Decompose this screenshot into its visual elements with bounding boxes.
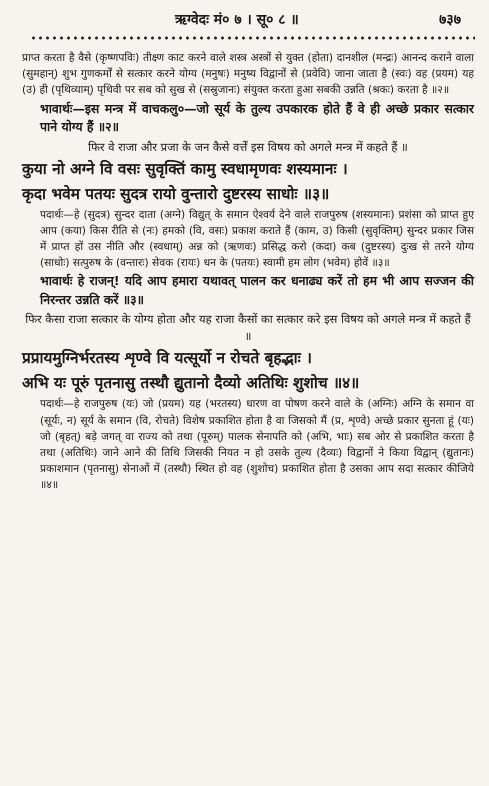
mantra-line: कुया नो अग्ने वि वसः सुवृक्तिं कामु स्वधामृणवः शस्यमानः । bbox=[22, 159, 348, 178]
padartha-paragraph: प्राप्त करता है वैसे (कृष्णपविः) तीक्ष्ण काट करने वाले शस्त्र अस्त्रों से युक्त (होता) दानशील (मन्द्रः) आनन्द कराने वाला (सुमहान्) शुभ गुणकर्मों से सत्कार करने योग्य (मनुषः) मनुष्य विद्वानों से (प्रवेवि) जाना जाता है (स्वः) वह (प्रयम) यह (उ) ही (पृथिव्याम्) पृथिवी पर सब को सुख से (सस्रुजानः) संयुक्त करता हुआ सबकी उन्नति (श्रकः) करता है ॥२॥ bbox=[22, 52, 474, 97]
mantra-line: कृदा भवेम पतयः सुदत्र रायो वुन्तारो दुष्टरस्य साधोः ॥३॥ bbox=[22, 184, 330, 203]
intro-line: फिर कैसा राजा सत्कार के योग्य होता और यह राजा कैसों का सत्कार करे इस विषय को अगले मन्त्र में कहते हैं ॥ bbox=[25, 312, 471, 344]
bhavartha-paragraph: भावार्थः—इस मन्त्र में वाचकलु०—जो सूर्य के तुल्य उपकारक होते हैं वे ही अच्छे प्रकार सत्कार पाने योग्य हैं ॥२॥ bbox=[40, 100, 474, 135]
padartha-paragraph: पदार्थः—हे (सुदत्र) सुन्दर दाता (अग्ने) विद्युत् के समान ऐश्वर्य देने वाले राजपुरुष (शस्यमानः) प्रशंसा को प्राप्त हुए आप (कया) किस रीति से (नः) हमको (वि, वसः) प्रकाश कराते हैं (काम, उ) किसी (सुवृक्तिम्) सुन्दर प्रकार जिस में प्राप्त हों उस नीति और (स्वधाम्) अन्न को (ऋणवः) प्रसिद्ध करो (कदा) कब (दुष्टरस्य) दुःख से तरने योग्य (साधोः) सत्पुरुष के (वन्तारः) सेवक (रायः) धन के (पतयः) स्वामी हम लोग (भवेम) होवें ॥३॥ bbox=[40, 208, 474, 270]
padartha-paragraph: पदार्थः—हे राजपुरुष (यः) जो (प्रयम) यह (भरतस्य) धारण वा पोषण करने वाले के (अग्निः) अग्नि के समान वा (सूर्यः, न) सूर्य के समान (वि, रोचते) विशेष प्रकाशित होता है वा जिसको मैं (प्र, शृण्वे) अच्छे प्रकार सुनता हूं (यः) जो (बृहत्) बड़े जगत् वा राज्य को तथा (पूरुम्) पालक सेनापति को (अभि, भाः) सब ओर से प्रकाशित करता है तथा (अतिथिः) जाने आने की तिथि जिसकी नियत न हो उसके तुल्य (दैव्यः) विद्वानों ने किया विद्वान् (द्युतानः) प्रकाशमान (पृतनासु) सेनाओं में (तस्थौ) स्थित हो वह (शुशोच) प्रकाशित होता है उसका आप सदा सत्कार कीजिये ॥४॥ bbox=[40, 398, 474, 492]
dotted-divider bbox=[30, 34, 475, 42]
bhavartha-paragraph: भावार्थः हे राजन्! यदि आप हमारा यथावत् पालन कर धनाढ्य करें तो हम भी आप सज्जन की निरन्तर उन्नति करें ॥३॥ bbox=[40, 273, 474, 307]
mantra-line: अभि यः पूरुं पृतनासु तस्थौ द्युतानो दैव्यो अतिथिः शुशोच ॥४॥ bbox=[22, 374, 360, 393]
intro-line: फिर वे राजा और प्रजा के जन कैसे वर्त्तें इस विषय को अगले मन्त्र में कहते हैं ॥ bbox=[88, 139, 408, 154]
page-header bbox=[0, 10, 489, 32]
running-title: ऋग्वेदः मं० ७ । सू० ८ ॥ bbox=[175, 12, 299, 28]
body-text bbox=[22, 50, 474, 494]
page-number: ७३७ bbox=[439, 12, 461, 28]
mantra-line: प्रप्रायमुग्निर्भरतस्य शृण्वे वि यत्सूर्यो न रोचते बृहद्भाः । bbox=[22, 349, 312, 368]
